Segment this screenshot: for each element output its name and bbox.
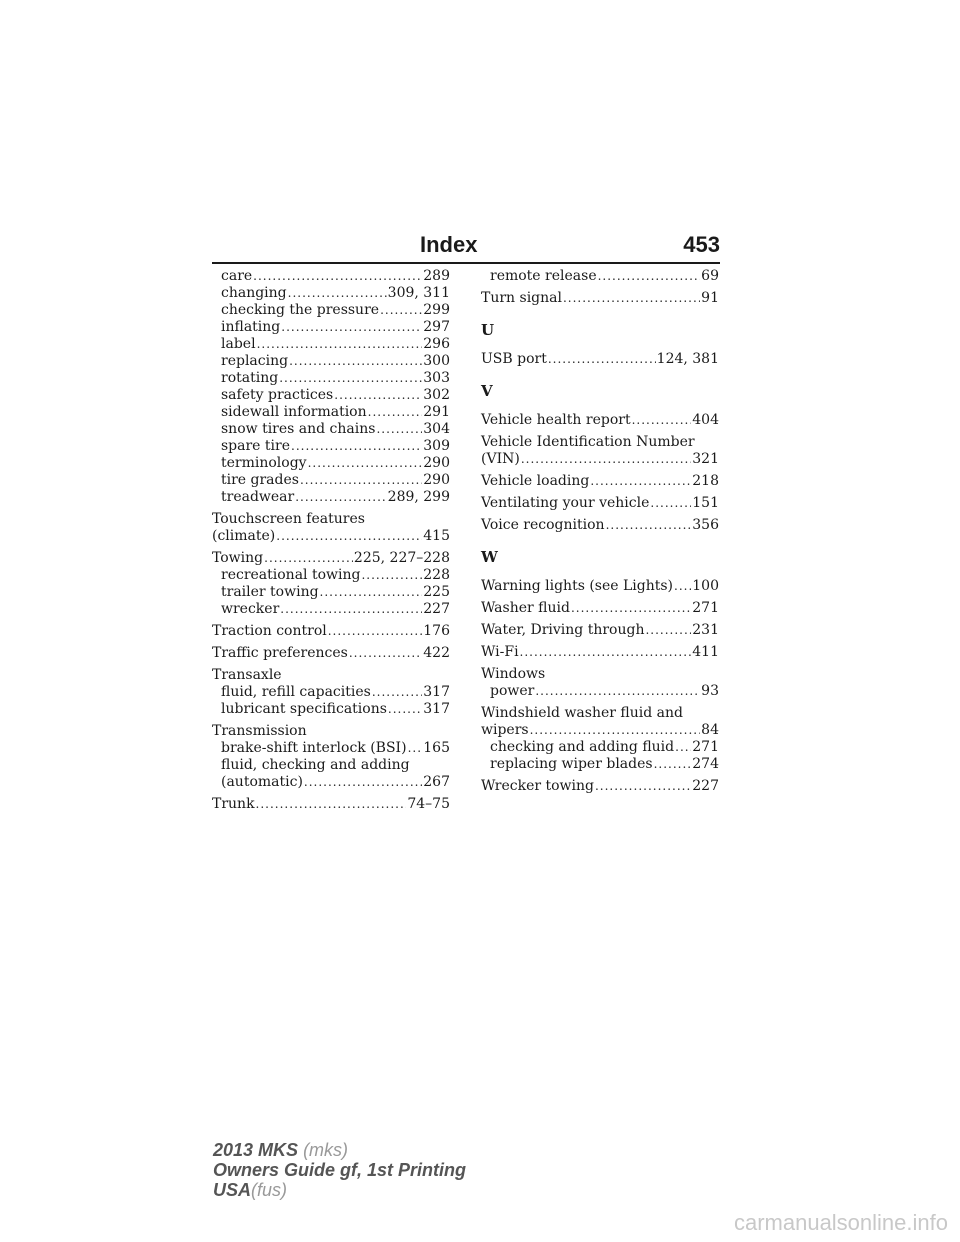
entry-label: Voice recognition [481, 517, 605, 533]
index-subentry [212, 268, 450, 285]
entry-label: safety practices [221, 387, 334, 403]
leader-dots [674, 578, 691, 595]
index-subentry [212, 319, 450, 336]
index-entry [212, 528, 450, 545]
index-entry [481, 644, 719, 661]
entry-page-ref: 93 [701, 683, 719, 699]
index-column-left [212, 268, 450, 813]
index-subentry [481, 683, 719, 700]
entry-page-ref: 218 [692, 473, 719, 489]
leader-dots [632, 412, 692, 429]
entry-label: Trunk [212, 796, 255, 812]
entry-page-ref: 124, 381 [656, 351, 719, 367]
entry-label: checking and adding fluid [490, 739, 675, 755]
leader-dots [598, 268, 701, 285]
leader-dots [548, 351, 656, 368]
entry-page-ref: 100 [692, 578, 719, 594]
leader-dots [650, 495, 691, 512]
index-entry [481, 412, 719, 429]
index-subentry [481, 268, 719, 285]
leader-dots [521, 451, 691, 468]
entry-page-ref: 302 [423, 387, 450, 403]
entry-page-ref: 422 [423, 645, 450, 661]
index-subentry [212, 438, 450, 455]
index-subentry [212, 455, 450, 472]
entry-page-ref: 303 [423, 370, 450, 386]
entry-label: label [221, 336, 256, 352]
entry-label: Traffic preferences [212, 645, 348, 661]
entry-label: Vehicle health report [481, 412, 631, 428]
index-subentry [212, 567, 450, 584]
entry-label: inflating [221, 319, 281, 335]
entry-label: checking the pressure [221, 302, 380, 318]
watermark: carmanualsonline.info [733, 1210, 948, 1235]
entry-label: Turn signal [481, 290, 562, 306]
leader-dots [289, 353, 422, 370]
entry-label: fluid, refill capacities [221, 684, 371, 700]
index-letter-heading: V [481, 382, 493, 400]
entry-page-ref: 309 [423, 438, 450, 454]
entry-label: lubricant specifications [221, 701, 387, 717]
leader-dots [571, 600, 691, 617]
index-subentry [212, 285, 450, 302]
index-entry [481, 517, 719, 534]
footer-market-code: (fus) [251, 1180, 288, 1200]
entry-label: Warning lights (see Lights) [481, 578, 674, 594]
index-heading: fluid, checking and adding [221, 757, 410, 773]
index-entry [481, 778, 719, 795]
entry-page-ref: 91 [701, 290, 719, 306]
entry-label: care [221, 268, 253, 284]
leader-dots [349, 645, 422, 662]
index-entry [481, 351, 719, 368]
index-subentry [212, 370, 450, 387]
entry-page-ref: 321 [692, 451, 719, 467]
entry-label: wrecker [221, 601, 280, 617]
entry-label: rotating [221, 370, 279, 386]
entry-page-ref: 227 [692, 778, 719, 794]
leader-dots [276, 528, 422, 545]
index-subentry [212, 302, 450, 319]
leader-dots [281, 319, 422, 336]
entry-label: sidewall information [221, 404, 367, 420]
entry-label: remote release [490, 268, 597, 284]
leader-dots [300, 472, 422, 489]
entry-page-ref: 297 [423, 319, 450, 335]
leader-dots [304, 774, 422, 791]
entry-page-ref: 289, 299 [387, 489, 450, 505]
leader-dots [288, 285, 387, 302]
entry-label: Traction control [212, 623, 327, 639]
leader-dots [308, 455, 423, 472]
leader-dots [376, 421, 422, 438]
leader-dots [645, 622, 691, 639]
leader-dots [590, 473, 691, 490]
footer-model: 2013 MKS [213, 1140, 299, 1160]
index-subentry [212, 740, 450, 757]
index-subentry [212, 601, 450, 618]
entry-label: trailer towing [221, 584, 319, 600]
entry-page-ref: 404 [692, 412, 719, 428]
entry-page-ref: 151 [692, 495, 719, 511]
entry-page-ref: 317 [423, 684, 450, 700]
leader-dots [253, 268, 422, 285]
entry-label: Vehicle loading [481, 473, 590, 489]
footer-market: USA [213, 1180, 252, 1200]
entry-label: Water, Driving through [481, 622, 645, 638]
leader-dots [280, 601, 422, 618]
leader-dots [372, 684, 422, 701]
index-letter-heading: W [481, 548, 498, 566]
footer-model-code: (mks) [303, 1140, 349, 1160]
leader-dots [295, 489, 386, 506]
entry-label: replacing [221, 353, 289, 369]
entry-page-ref: 304 [423, 421, 450, 437]
entry-label: changing [221, 285, 287, 301]
header-rule [212, 262, 720, 264]
entry-label: (climate) [212, 528, 276, 544]
index-entry [481, 622, 719, 639]
index-entry [212, 796, 450, 813]
entry-page-ref: 271 [692, 739, 719, 755]
entry-label: tire grades [221, 472, 299, 488]
leader-dots [606, 517, 692, 534]
index-subentry [481, 739, 719, 756]
entry-label: Washer fluid [481, 600, 570, 616]
index-subentry [212, 421, 450, 438]
leader-dots [563, 290, 700, 307]
index-heading: Windshield washer fluid and [481, 705, 683, 721]
index-subentry [212, 472, 450, 489]
entry-page-ref: 228 [423, 567, 450, 583]
entry-label: terminology [221, 455, 307, 471]
leader-dots [279, 370, 422, 387]
index-heading: Transaxle [212, 667, 282, 683]
entry-label: (VIN) [481, 451, 520, 467]
entry-label: recreational towing [221, 567, 361, 583]
index-entry [481, 495, 719, 512]
entry-page-ref: 291 [423, 404, 450, 420]
leader-dots [388, 701, 422, 718]
entry-page-ref: 299 [423, 302, 450, 318]
leader-dots [380, 302, 422, 319]
entry-page-ref: 289 [423, 268, 450, 284]
index-heading: Windows [481, 666, 546, 682]
entry-page-ref: 296 [423, 336, 450, 352]
entry-page-ref: 225 [423, 584, 450, 600]
index-subentry [212, 701, 450, 718]
leader-dots [264, 550, 353, 567]
index-subentry [212, 774, 450, 791]
index-letter-heading: U [481, 321, 495, 339]
index-subentry [212, 684, 450, 701]
index-subentry [212, 387, 450, 404]
index-entry [212, 550, 450, 567]
index-subentry [212, 336, 450, 353]
index-heading: Vehicle Identification Number [481, 434, 695, 450]
entry-page-ref: 69 [701, 268, 719, 284]
index-entry [481, 600, 719, 617]
leader-dots [654, 756, 692, 773]
index-entry [212, 645, 450, 662]
entry-page-ref: 227 [423, 601, 450, 617]
entry-page-ref: 271 [692, 600, 719, 616]
leader-dots [256, 796, 407, 813]
entry-label: (automatic) [221, 774, 303, 790]
entry-page-ref: 267 [423, 774, 450, 790]
entry-page-ref: 411 [692, 644, 719, 660]
entry-page-ref: 356 [692, 517, 719, 533]
leader-dots [320, 584, 423, 601]
document-footer [213, 1140, 466, 1200]
entry-label: Ventilating your vehicle [481, 495, 650, 511]
index-heading: Transmission [212, 723, 307, 739]
page-number: 453 [683, 232, 720, 257]
entry-page-ref: 274 [692, 756, 719, 772]
leader-dots [675, 739, 691, 756]
entry-label: wipers [481, 722, 529, 738]
leader-dots [408, 740, 423, 757]
index-entry [481, 578, 719, 595]
entry-page-ref: 290 [423, 472, 450, 488]
index-subentry [212, 489, 450, 506]
entry-page-ref: 415 [423, 528, 450, 544]
entry-page-ref: 225, 227–228 [353, 550, 450, 566]
index-column-right [481, 268, 719, 795]
index-subentry [212, 353, 450, 370]
leader-dots [595, 778, 691, 795]
entry-page-ref: 74–75 [407, 796, 450, 812]
entry-page-ref: 231 [692, 622, 719, 638]
leader-dots [530, 722, 701, 739]
page-title: Index [420, 232, 478, 257]
entry-label: spare tire [221, 438, 291, 454]
entry-label: Towing [212, 550, 264, 566]
leader-dots [520, 644, 692, 661]
entry-page-ref: 290 [423, 455, 450, 471]
index-entry [481, 290, 719, 307]
index-subentry [481, 756, 719, 773]
index-entry [481, 451, 719, 468]
index-entry [481, 473, 719, 490]
leader-dots [535, 683, 700, 700]
page-header [212, 228, 720, 262]
index-subentry [212, 404, 450, 421]
entry-label: power [490, 683, 535, 699]
leader-dots [328, 623, 423, 640]
index-entry [212, 623, 450, 640]
leader-dots [334, 387, 422, 404]
entry-page-ref: 165 [423, 740, 450, 756]
index-entry [481, 722, 719, 739]
entry-page-ref: 317 [423, 701, 450, 717]
leader-dots [361, 567, 422, 584]
entry-label: USB port [481, 351, 547, 367]
entry-page-ref: 84 [701, 722, 719, 738]
entry-page-ref: 300 [423, 353, 450, 369]
entry-label: Wrecker towing [481, 778, 594, 794]
entry-page-ref: 309, 311 [387, 285, 450, 301]
entry-label: treadwear [221, 489, 295, 505]
leader-dots [291, 438, 422, 455]
footer-guide: Owners Guide gf, 1st Printing [213, 1160, 467, 1180]
leader-dots [368, 404, 423, 421]
index-subentry [212, 584, 450, 601]
entry-label: brake-shift interlock (BSI) [221, 740, 407, 756]
entry-label: snow tires and chains [221, 421, 376, 437]
entry-label: replacing wiper blades [490, 756, 653, 772]
entry-label: Wi-Fi [481, 644, 519, 660]
leader-dots [257, 336, 423, 353]
index-heading: Touchscreen features [212, 511, 365, 527]
entry-page-ref: 176 [423, 623, 450, 639]
